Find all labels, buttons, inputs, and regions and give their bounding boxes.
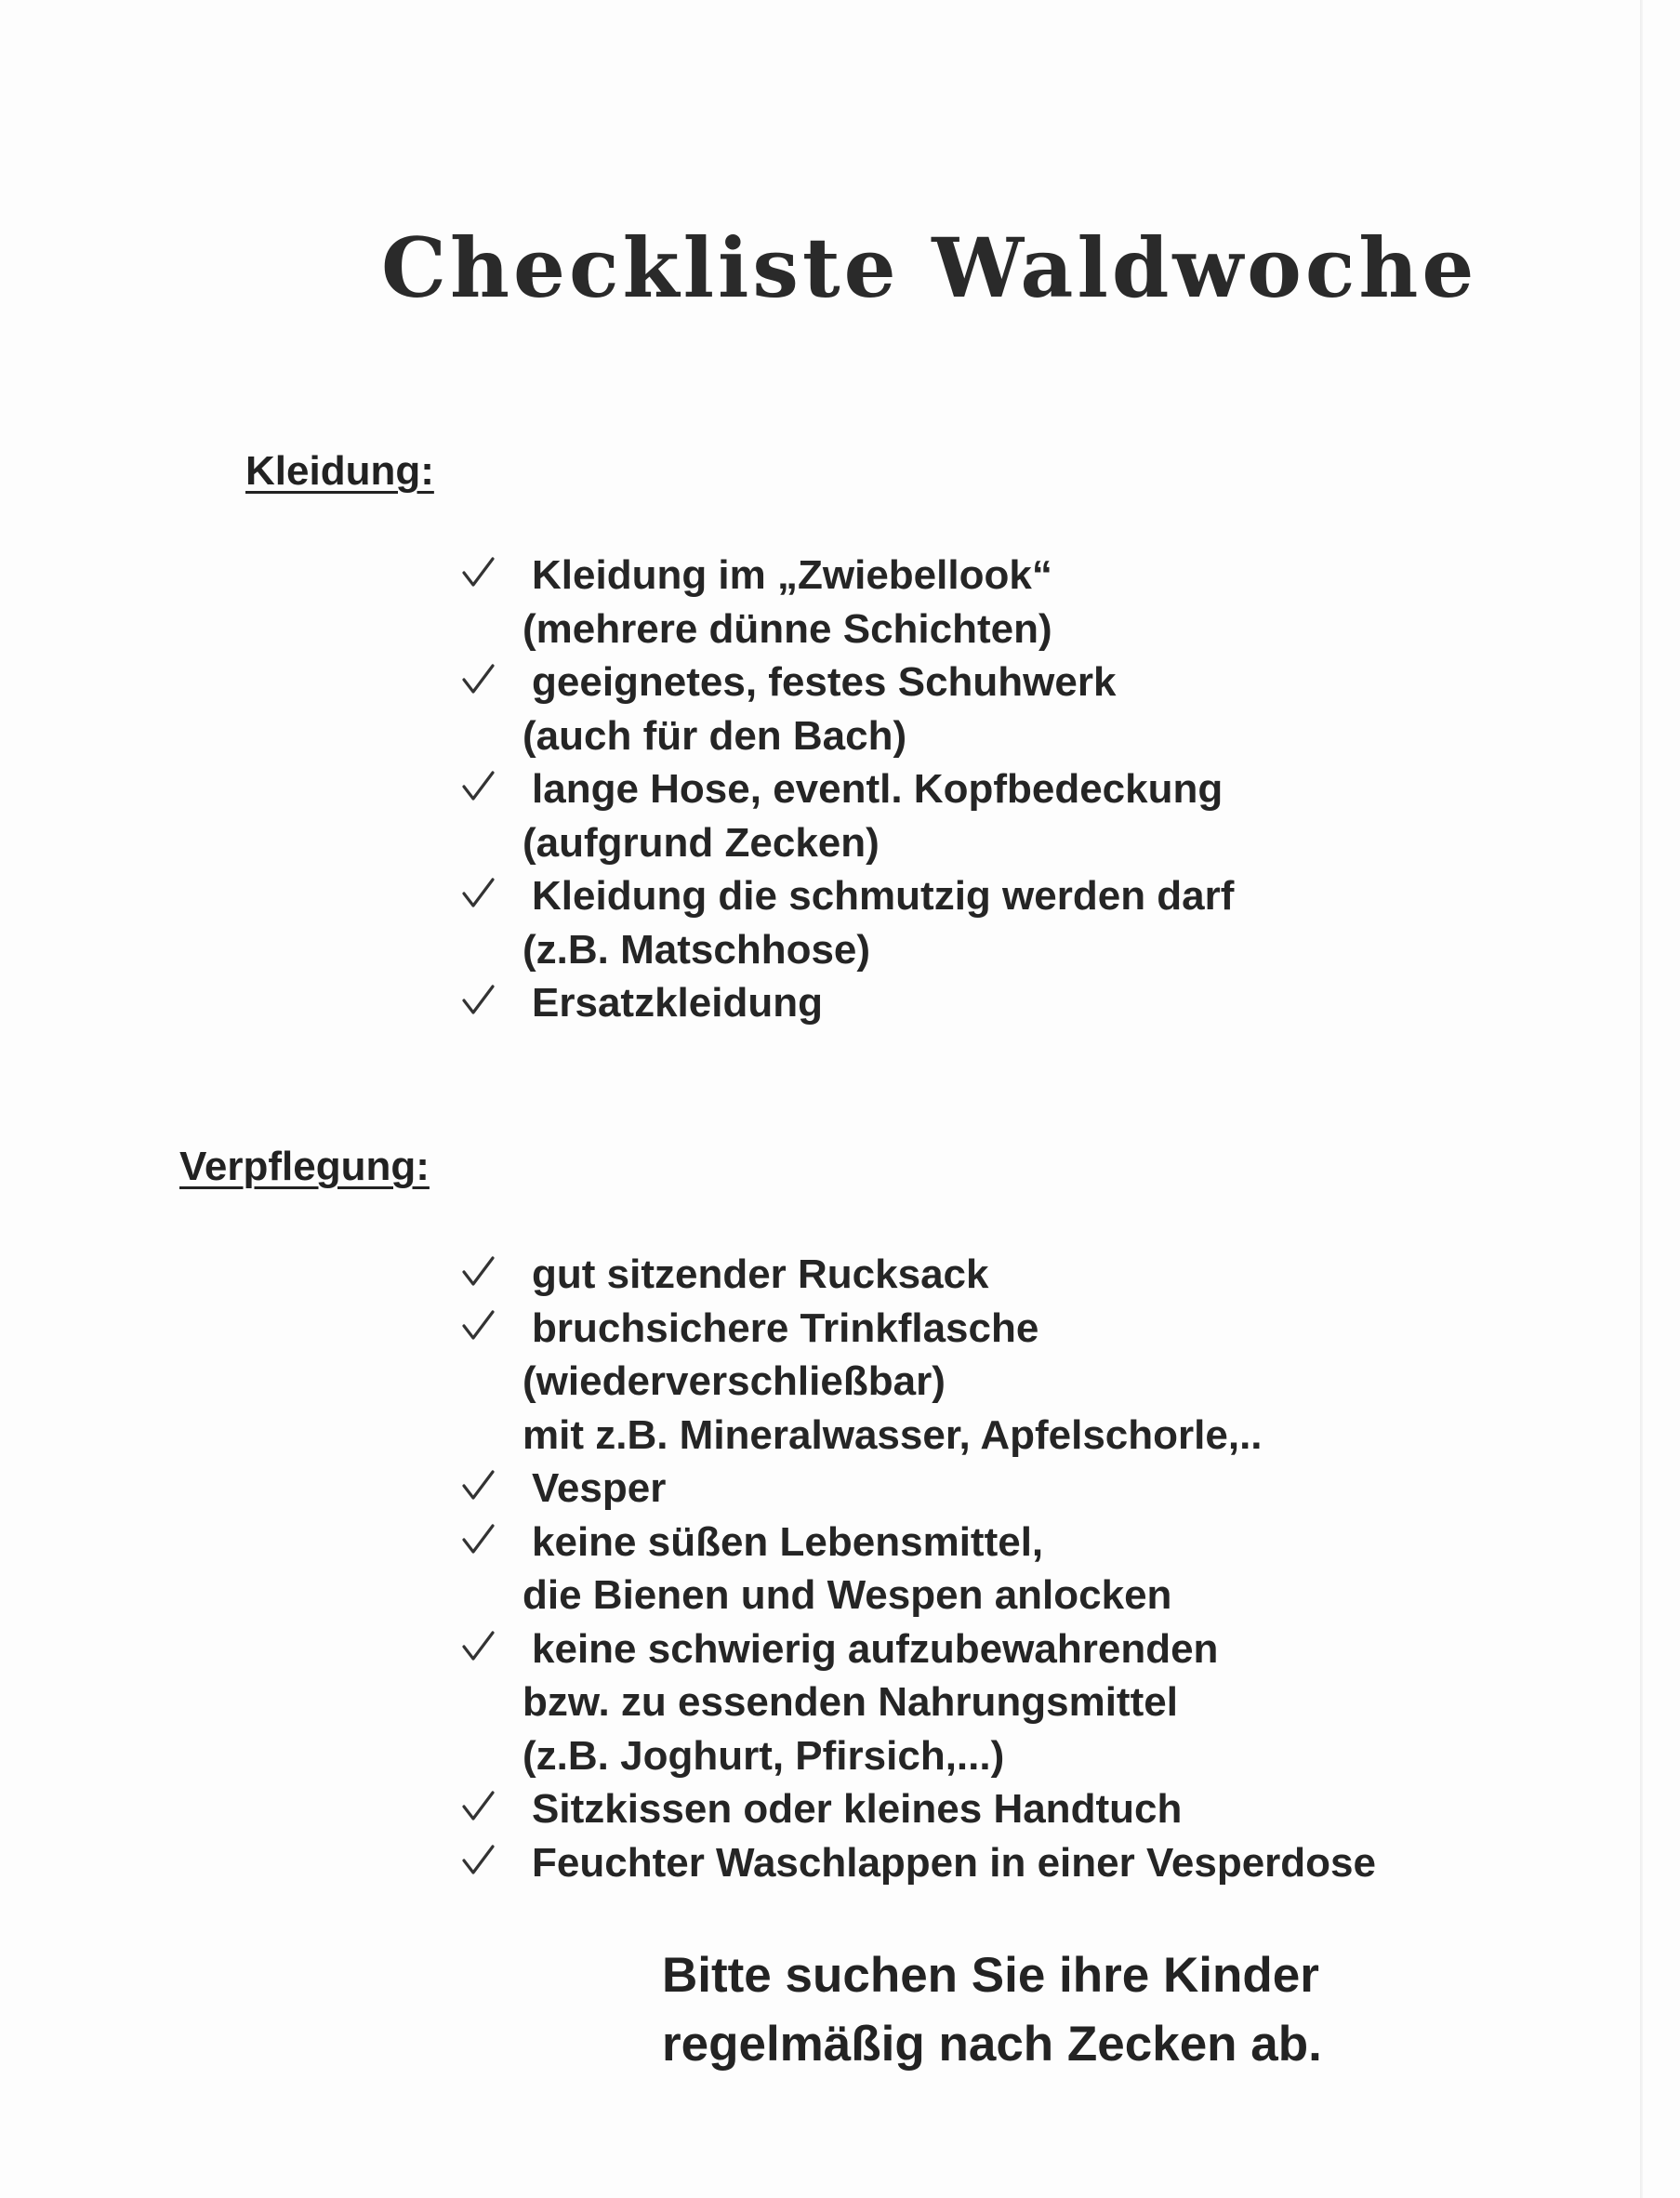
checklist-item-text: keine schwierig aufzubewahrenden (532, 1625, 1219, 1672)
checklist-item-text: (aufgrund Zecken) (523, 819, 880, 866)
checklist-item (456, 762, 1234, 869)
page-title: Checkliste Waldwoche (381, 219, 1478, 316)
checklist-item-text: Feuchter Waschlappen in einer Vesperdose (532, 1839, 1376, 1886)
check-icon (459, 768, 496, 805)
checklist-item (456, 976, 1234, 1030)
checklist-item-text: Vesper (532, 1465, 667, 1511)
checklist-verpflegung (456, 1248, 1376, 1889)
check-icon (459, 1307, 496, 1344)
checklist-item-text: Kleidung im „Zwiebellook“ (532, 552, 1052, 598)
checklist-item (456, 869, 1234, 976)
closing-note (662, 1941, 1322, 2079)
checklist-item-text: keine süßen Lebensmittel, (532, 1518, 1044, 1565)
checklist-item (456, 1248, 1376, 1302)
checklist-item-text: Sitzkissen oder kleines Handtuch (532, 1786, 1183, 1832)
checklist-item-text: geeignetes, festes Schuhwerk (532, 659, 1117, 705)
closing-line: Bitte suchen Sie ihre Kinder (662, 1948, 1319, 2003)
checklist-item-text: Kleidung die schmutzig werden darf (532, 873, 1235, 919)
checklist-item-text: (z.B. Joghurt, Pfirsich,...) (523, 1732, 1005, 1779)
section-heading-kleidung: Kleidung: (245, 448, 434, 494)
checklist-item (456, 1516, 1376, 1622)
check-icon (459, 554, 496, 591)
checklist-kleidung (456, 549, 1234, 1030)
checklist-item-text: lange Hose, eventl. Kopfbedeckung (532, 766, 1224, 812)
check-icon (459, 1788, 496, 1825)
checklist-item-text: (auch für den Bach) (523, 712, 907, 759)
checklist-item-text: mit z.B. Mineralwasser, Apfelschorle,.. (523, 1411, 1263, 1458)
closing-line: regelmäßig nach Zecken ab. (662, 2017, 1322, 2072)
check-icon (459, 661, 496, 698)
check-icon (459, 982, 496, 1019)
scan-edge-line (1640, 0, 1643, 2198)
checklist-item-text: (z.B. Matschhose) (523, 926, 871, 973)
checklist-item-text: gut sitzender Rucksack (532, 1251, 989, 1297)
checklist-item (456, 1302, 1376, 1463)
check-icon (459, 1253, 496, 1291)
checklist-item (456, 1462, 1376, 1516)
check-icon (459, 875, 496, 912)
checklist-item-text: die Bienen und Wespen anlocken (523, 1572, 1172, 1618)
checklist-item (456, 1622, 1376, 1783)
checklist-item (456, 655, 1234, 762)
check-icon (459, 1842, 496, 1879)
check-icon (459, 1628, 496, 1665)
checklist-item-text: Ersatzkleidung (532, 980, 823, 1026)
checklist-item (456, 1836, 1376, 1890)
check-icon (459, 1467, 496, 1504)
checklist-item (456, 1782, 1376, 1836)
checklist-item-text: (wiederverschließbar) (523, 1358, 946, 1404)
checklist-item (456, 549, 1234, 655)
checklist-item-text: bzw. zu essenden Nahrungsmittel (523, 1679, 1178, 1725)
checklist-item-text: bruchsichere Trinkflasche (532, 1304, 1039, 1351)
section-heading-verpflegung: Verpflegung: (179, 1144, 430, 1189)
check-icon (459, 1521, 496, 1558)
checklist-item-text: (mehrere dünne Schichten) (523, 605, 1052, 652)
